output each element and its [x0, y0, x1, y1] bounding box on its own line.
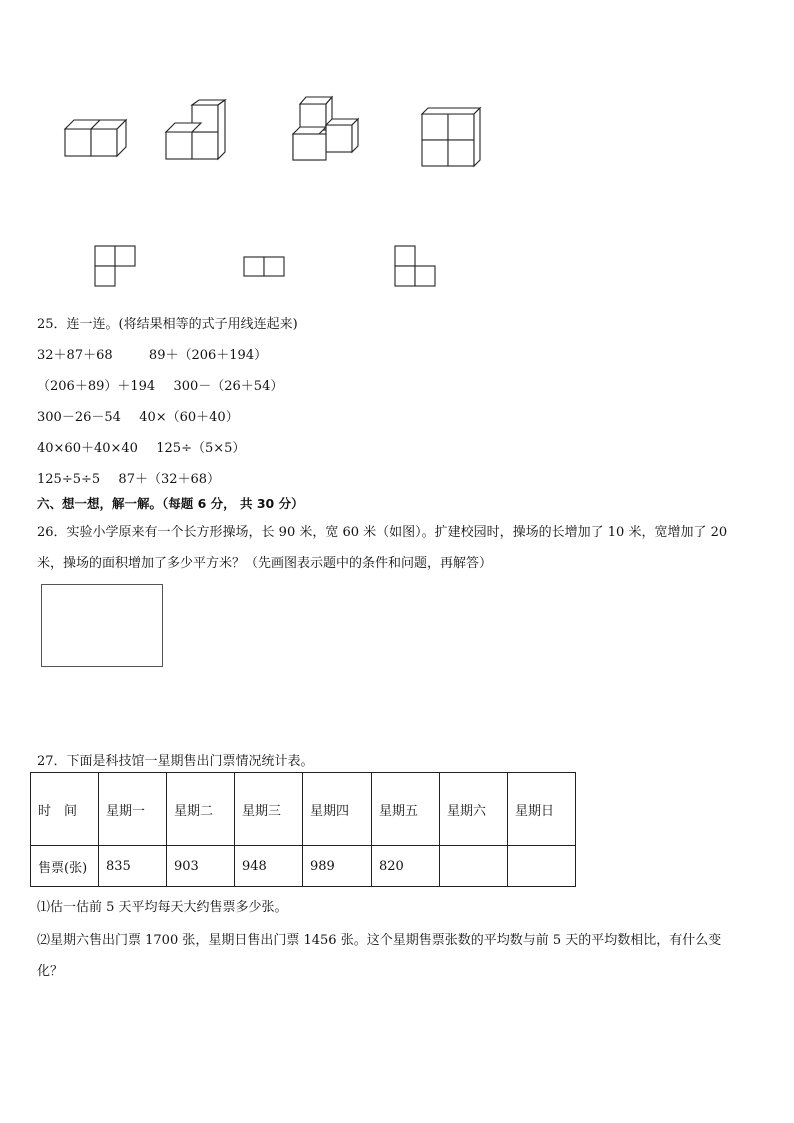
q25-row-2: [37, 375, 283, 394]
q25-row-1: [37, 344, 267, 363]
q26-line-2: 米，操场的面积增加了多少平方米？（先画图表示题中的条件和问题，再解答）: [37, 556, 493, 571]
table-header-cell: 星期一: [99, 773, 167, 846]
table-cell: 835: [99, 846, 167, 887]
table-cell: 903: [167, 846, 235, 887]
view-figure-1: [94, 245, 136, 287]
q25-right-2: 300－（26＋54）: [173, 379, 284, 394]
table-cell: [440, 846, 508, 887]
view-figure-2: [243, 256, 285, 277]
q25-left-1: 32＋87＋68: [37, 348, 113, 363]
table-header-cell: 星期二: [167, 773, 235, 846]
table-cell: 948: [235, 846, 303, 887]
q25-row-5: [37, 468, 220, 487]
q25-right-4: 125÷（5×5）: [156, 441, 246, 456]
section-6-title: 六、想一想，解一解。（每题 6 分， 共 30 分）: [37, 496, 304, 511]
q25-row-3: [37, 406, 239, 425]
table-row: [31, 846, 576, 887]
q25-left-2: （206＋89）＋194: [37, 379, 156, 394]
q25-left-3: 300－26－54: [37, 410, 121, 425]
q27-sub-2-line-2: 化？: [37, 964, 64, 979]
q25-left-5: 125÷5÷5: [37, 472, 101, 487]
q25-left-4: 40×60＋40×40: [37, 441, 138, 456]
q25-right-1: 89＋（206＋194）: [148, 348, 268, 363]
q25-right-5: 87＋（32＋68）: [118, 472, 221, 487]
ticket-sales-table: [30, 772, 576, 887]
q25-title: 25．连一连。(将结果相等的式子用线连起来): [37, 317, 298, 332]
q27-sub-2-line-1: ⑵星期六售出门票 1700 张，星期日售出门票 1456 张。这个星期售票张数的平均数与前 5 天的平均数相比，有什么变: [37, 933, 722, 948]
q25-row-4: [37, 437, 245, 456]
table-cell: 989: [303, 846, 372, 887]
table-header-row: [31, 773, 576, 846]
q27-title: 27．下面是科技馆一星期售出门票情况统计表。: [37, 754, 314, 769]
cube-figure-3: [292, 95, 362, 163]
table-cell: [508, 846, 576, 887]
q25-right-3: 40×（60＋40）: [139, 410, 239, 425]
table-header-cell: 时 间: [31, 773, 99, 846]
table-header-cell: 星期四: [303, 773, 372, 846]
q26-line-1: 26．实验小学原来有一个长方形操场，长 90 米，宽 60 米（如图）。扩建校园时，操场的长增加了 10 米，宽增加了 20: [37, 525, 728, 540]
cube-figure-1: [64, 116, 128, 160]
view-figure-3: [394, 245, 436, 287]
table-header-cell: 星期日: [508, 773, 576, 846]
table-header-cell: 星期三: [235, 773, 303, 846]
cube-figure-4: [421, 106, 483, 168]
playground-rectangle: [41, 584, 163, 667]
table-header-cell: 星期六: [440, 773, 508, 846]
table-header-cell: 星期五: [372, 773, 440, 846]
cube-figure-2: [165, 100, 229, 162]
q27-sub-1: ⑴估一估前 5 天平均每天大约售票多少张。: [37, 900, 288, 915]
table-cell: 820: [372, 846, 440, 887]
table-cell: 售票(张): [31, 846, 99, 887]
